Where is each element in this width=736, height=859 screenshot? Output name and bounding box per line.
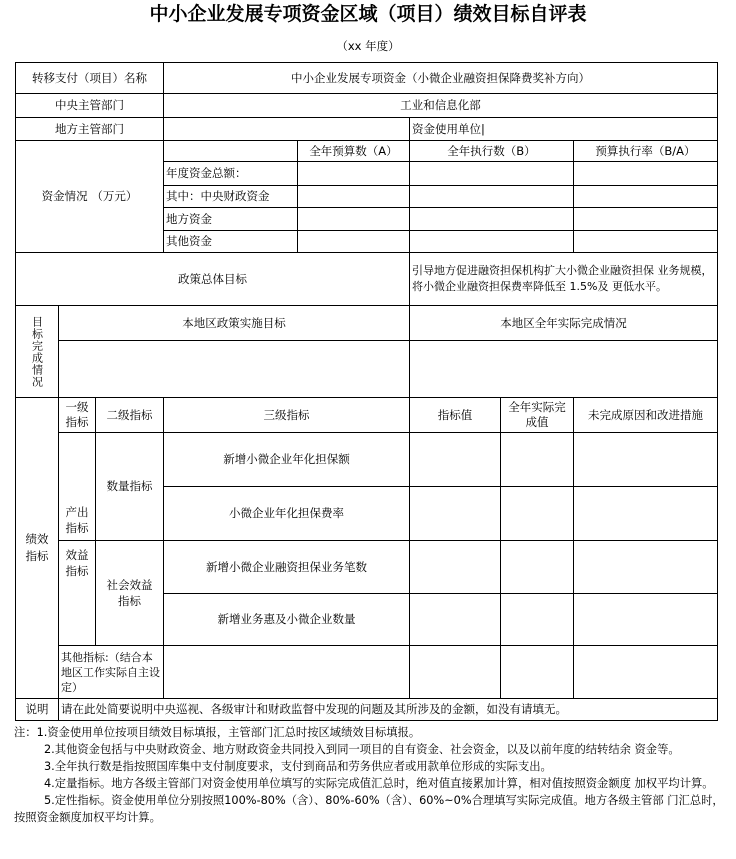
- note-item: 3.全年执行数是指按照国库集中支付制度要求，支付到商品和劳务供应者或用款单位形成的实际支出。: [44, 760, 552, 773]
- footnotes: [14, 724, 726, 826]
- indicator-value-header: 指标值: [437, 407, 473, 422]
- funds-row-local: 地方资金: [166, 211, 212, 226]
- indicator-item: 新增业务惠及小微企业数量: [217, 612, 356, 626]
- budget-header: 全年预算数（A）: [309, 143, 398, 158]
- level1-header: 一级指标: [65, 400, 89, 429]
- local-actual-completion-header: 本地区全年实际完成情况: [500, 315, 627, 330]
- user-unit-label: 资金使用单位|: [412, 121, 485, 136]
- actual-value-header: 全年实际完成值: [508, 400, 566, 429]
- social-effect-label: 社会效益指标: [106, 578, 153, 608]
- reason-header: 未完成原因和改进措施: [588, 407, 703, 422]
- explain-label: 说明: [25, 702, 49, 716]
- effect-indicator-label: 效益指标: [65, 548, 89, 578]
- explain-text: 请在此处简要说明中央巡视、各级审计和财政监督中发现的问题及其所涉及的金额，如没有请填无。: [61, 702, 567, 716]
- funds-label: 资金情况 （万元）: [41, 189, 138, 203]
- funds-row-total: 年度资金总额：: [166, 166, 247, 180]
- output-indicator-label: 产出指标: [65, 505, 89, 535]
- central-dept-label: 中央主管部门: [55, 98, 124, 112]
- indicator-item: 新增小微企业融资担保业务笔数: [206, 559, 367, 574]
- local-dept-label: 地方主管部门: [55, 121, 124, 136]
- policy-goal-value: 引导地方促进融资担保机构扩大小微企业融资担保 业务规模，将小微企业融资担保费率降低至 1.5%及 更低水平。: [412, 264, 713, 293]
- level3-header: 三级指标: [263, 407, 310, 422]
- policy-goal-label: 政策总体目标: [178, 271, 247, 286]
- page-title: 中小企业发展专项资金区域（项目）绩效目标自评表: [149, 3, 587, 25]
- quantity-indicator-label: 数量指标: [106, 479, 153, 493]
- note-item: 4.定量指标。地方各级主管部门对资金使用单位填写的实际完成值汇总时，绝对值直接累加计算，相对值按照资金额度 加权平均计算。: [44, 777, 714, 790]
- funds-row-central: 其中：中央财政资金: [166, 189, 270, 203]
- note-item: 5.定性指标。资金使用单位分别按照100%-80%（含）、80%-60%（含）、60%~0%合理填写实际完成值。地方各级主管部 门汇总时，按照资金额度加权平均计算。: [14, 794, 724, 824]
- note-item: 注：1.资金使用单位按项目绩效目标填报，主管部门汇总时按区域绩效目标填报。: [14, 726, 421, 739]
- performance-indicators-label: 绩效指标: [25, 532, 49, 563]
- indicator-item: 新增小微企业年化担保额: [223, 452, 350, 466]
- year-subtitle: （xx 年度）: [336, 39, 400, 53]
- project-name-value: 中小企业发展专项资金（小微企业融资担保降费奖补方向）: [291, 70, 590, 85]
- level2-header: 二级指标: [106, 407, 153, 422]
- executed-header: 全年执行数（B）: [447, 143, 536, 158]
- indicator-item: 小微企业年化担保费率: [229, 506, 344, 520]
- local-policy-goal-header: 本地区政策实施目标: [182, 315, 286, 330]
- central-dept-value: 工业和信息化部: [400, 98, 481, 112]
- note-item: 2.其他资金包括与中央财政资金、地方财政资金共同投入到同一项目的自有资金、社会资金，以及以前年度的结转结余 资金等。: [44, 743, 680, 756]
- funds-row-other: 其他资金: [166, 234, 212, 248]
- execution-rate-header: 预算执行率（B/A）: [595, 143, 696, 158]
- goal-completion-label: 目标完成情况: [30, 315, 44, 388]
- project-name-label: 转移支付（项目）名称: [32, 70, 147, 85]
- local-dept-value[interactable]: [164, 118, 409, 140]
- other-indicators-label: 其他指标:（结合本地区工作实际自主设定）: [61, 650, 160, 694]
